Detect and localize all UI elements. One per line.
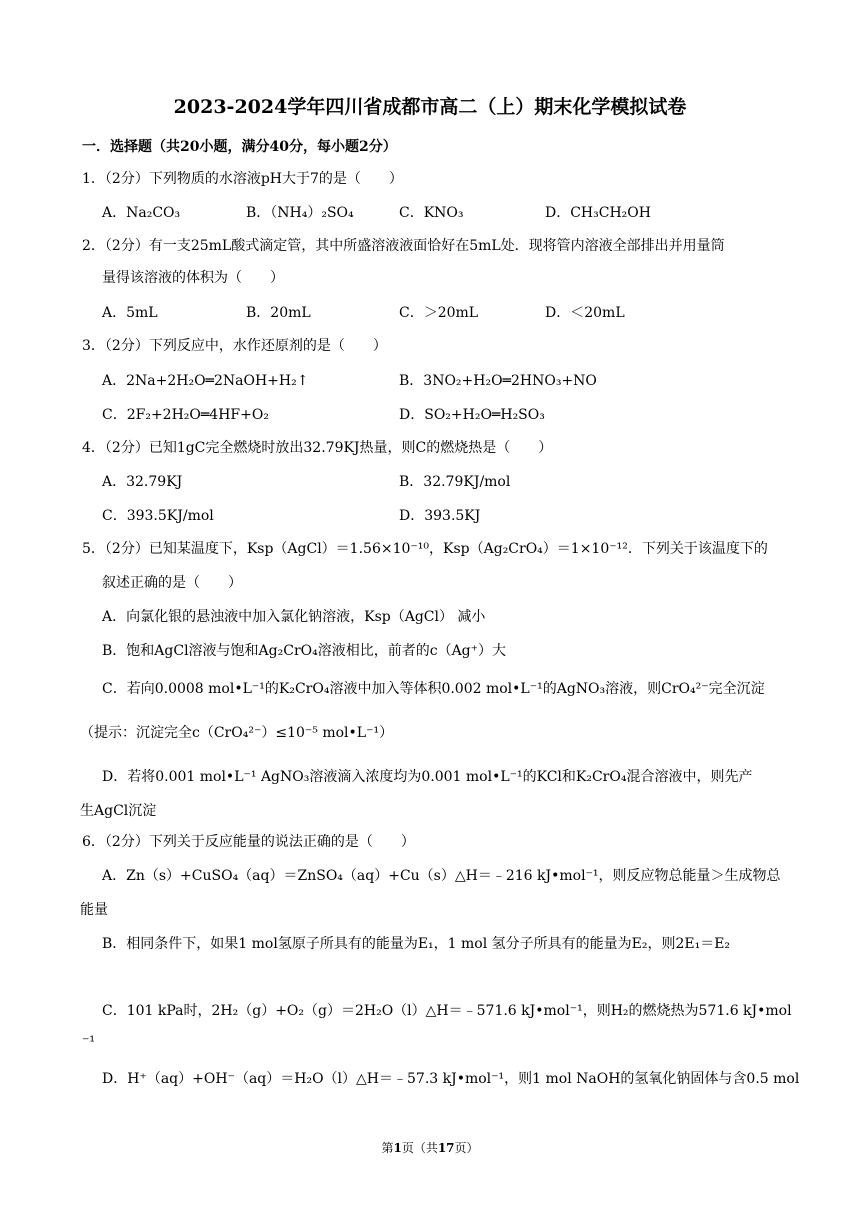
footer-suffix: 页） bbox=[454, 1141, 479, 1155]
q5-option-a: A．向氯化银的悬浊液中加入氯化钠溶液，Ksp（AgCl） 减小 bbox=[102, 609, 486, 625]
question-2-stem: 2．（2分）有一支25mL酸式滴定管，其中所盛溶液液面恰好在5mL处．现将管内溶液全部排出并用量筒 bbox=[82, 238, 725, 254]
q6-option-a-cont: 能量 bbox=[80, 902, 108, 918]
question-5-stem: 5．（2分）已知某温度下，Ksp（AgCl）＝1.56×10⁻¹⁰，Ksp（Ag₂CrO₄）＝1×10⁻¹²．下列关于该温度下的 bbox=[82, 541, 768, 557]
q1-option-d: D．CH₃CH₂OH bbox=[545, 205, 651, 221]
q5-option-d: D．若将0.001 mol•L⁻¹ AgNO₃溶液滴入浓度均为0.001 mol•L⁻¹的KCl和K₂CrO₄混合溶液中，则先产 bbox=[102, 769, 753, 785]
q6-option-c-cont: ⁻¹ bbox=[82, 1034, 96, 1050]
q2-option-b: B．20mL bbox=[246, 305, 311, 321]
q4-option-c: C．393.5KJ/mol bbox=[102, 508, 214, 524]
q1-option-a: A．Na₂CO₃ bbox=[102, 205, 181, 221]
q4-option-a: A．32.79KJ bbox=[102, 474, 183, 490]
page-title: 2023-2024学年四川省成都市高二（上）期末化学模拟试卷 bbox=[173, 96, 687, 118]
q1-option-c: C．KNO₃ bbox=[399, 205, 464, 221]
footer-prefix: 第 bbox=[381, 1141, 394, 1155]
q5-option-c: C．若向0.0008 mol•L⁻¹的K₂CrO₄溶液中加入等体积0.002 mol•L⁻¹的AgNO₃溶液，则CrO₄²⁻完全沉淀 bbox=[102, 681, 765, 697]
q1-option-b: B．（NH₄）₂SO₄ bbox=[246, 205, 354, 221]
q5-option-d-cont: 生AgCl沉淀 bbox=[80, 803, 157, 819]
q6-option-b: B．相同条件下，如果1 mol氢原子所具有的能量为E₁，1 mol 氢分子所具有的能量为E₂，则2E₁＝E₂ bbox=[102, 936, 731, 952]
q3-option-d: D．SO₂+H₂O═H₂SO₃ bbox=[399, 407, 545, 423]
q5-option-b: B．饱和AgCl溶液与饱和Ag₂CrO₄溶液相比，前者的c（Ag⁺）大 bbox=[102, 643, 507, 659]
question-2-stem-cont: 量得该溶液的体积为（ ） bbox=[102, 270, 284, 286]
q3-option-a: A．2Na+2H₂O═2NaOH+H₂↑ bbox=[102, 373, 309, 389]
q2-option-d: D．＜20mL bbox=[545, 305, 625, 321]
q2-option-a: A．5mL bbox=[102, 305, 158, 321]
q3-option-b: B．3NO₂+H₂O═2HNO₃+NO bbox=[399, 373, 597, 389]
q2-option-c: C．＞20mL bbox=[399, 305, 479, 321]
q6-option-c: C．101 kPa时，2H₂（g）+O₂（g）＝2H₂O（l）△H＝﹣571.6 kJ•mol⁻¹，则H₂的燃烧热为571.6 kJ•mol bbox=[102, 1003, 792, 1019]
q6-option-d: D．H⁺（aq）+OH⁻（aq）＝H₂O（l）△H＝﹣57.3 kJ•mol⁻¹，则1 mol NaOH的氢氧化钠固体与含0.5 mol bbox=[102, 1071, 800, 1087]
question-1-stem: 1．（2分）下列物质的水溶液pH大于7的是（ ） bbox=[82, 171, 403, 187]
question-5-stem-cont: 叙述正确的是（ ） bbox=[102, 575, 242, 591]
q6-option-a: A．Zn（s）+CuSO₄（aq）＝ZnSO₄（aq）+Cu（s）△H＝﹣216 kJ•mol⁻¹，则反应物总能量＞生成物总 bbox=[102, 868, 781, 884]
q4-option-b: B．32.79KJ/mol bbox=[399, 474, 511, 490]
footer-page-number: 1 bbox=[393, 1141, 402, 1155]
question-4-stem: 4．（2分）已知1gC完全燃烧时放出32.79KJ热量，则C的燃烧热是（ ） bbox=[82, 440, 553, 456]
section-heading: 一．选择题（共20小题，满分40分，每小题2分） bbox=[82, 139, 397, 155]
question-3-stem: 3．（2分）下列反应中，水作还原剂的是（ ） bbox=[82, 338, 387, 354]
footer-middle: 页（共 bbox=[401, 1141, 438, 1155]
q5-option-c-hint: （提示：沉淀完全c（CrO₄²⁻）≤10⁻⁵ mol•L⁻¹） bbox=[80, 725, 394, 741]
q3-option-c: C．2F₂+2H₂O═4HF+O₂ bbox=[102, 407, 269, 423]
q4-option-d: D．393.5KJ bbox=[399, 508, 481, 524]
page-footer bbox=[0, 1139, 860, 1157]
footer-total-pages: 17 bbox=[437, 1141, 455, 1155]
question-6-stem: 6．（2分）下列关于反应能量的说法正确的是（ ） bbox=[82, 834, 415, 850]
